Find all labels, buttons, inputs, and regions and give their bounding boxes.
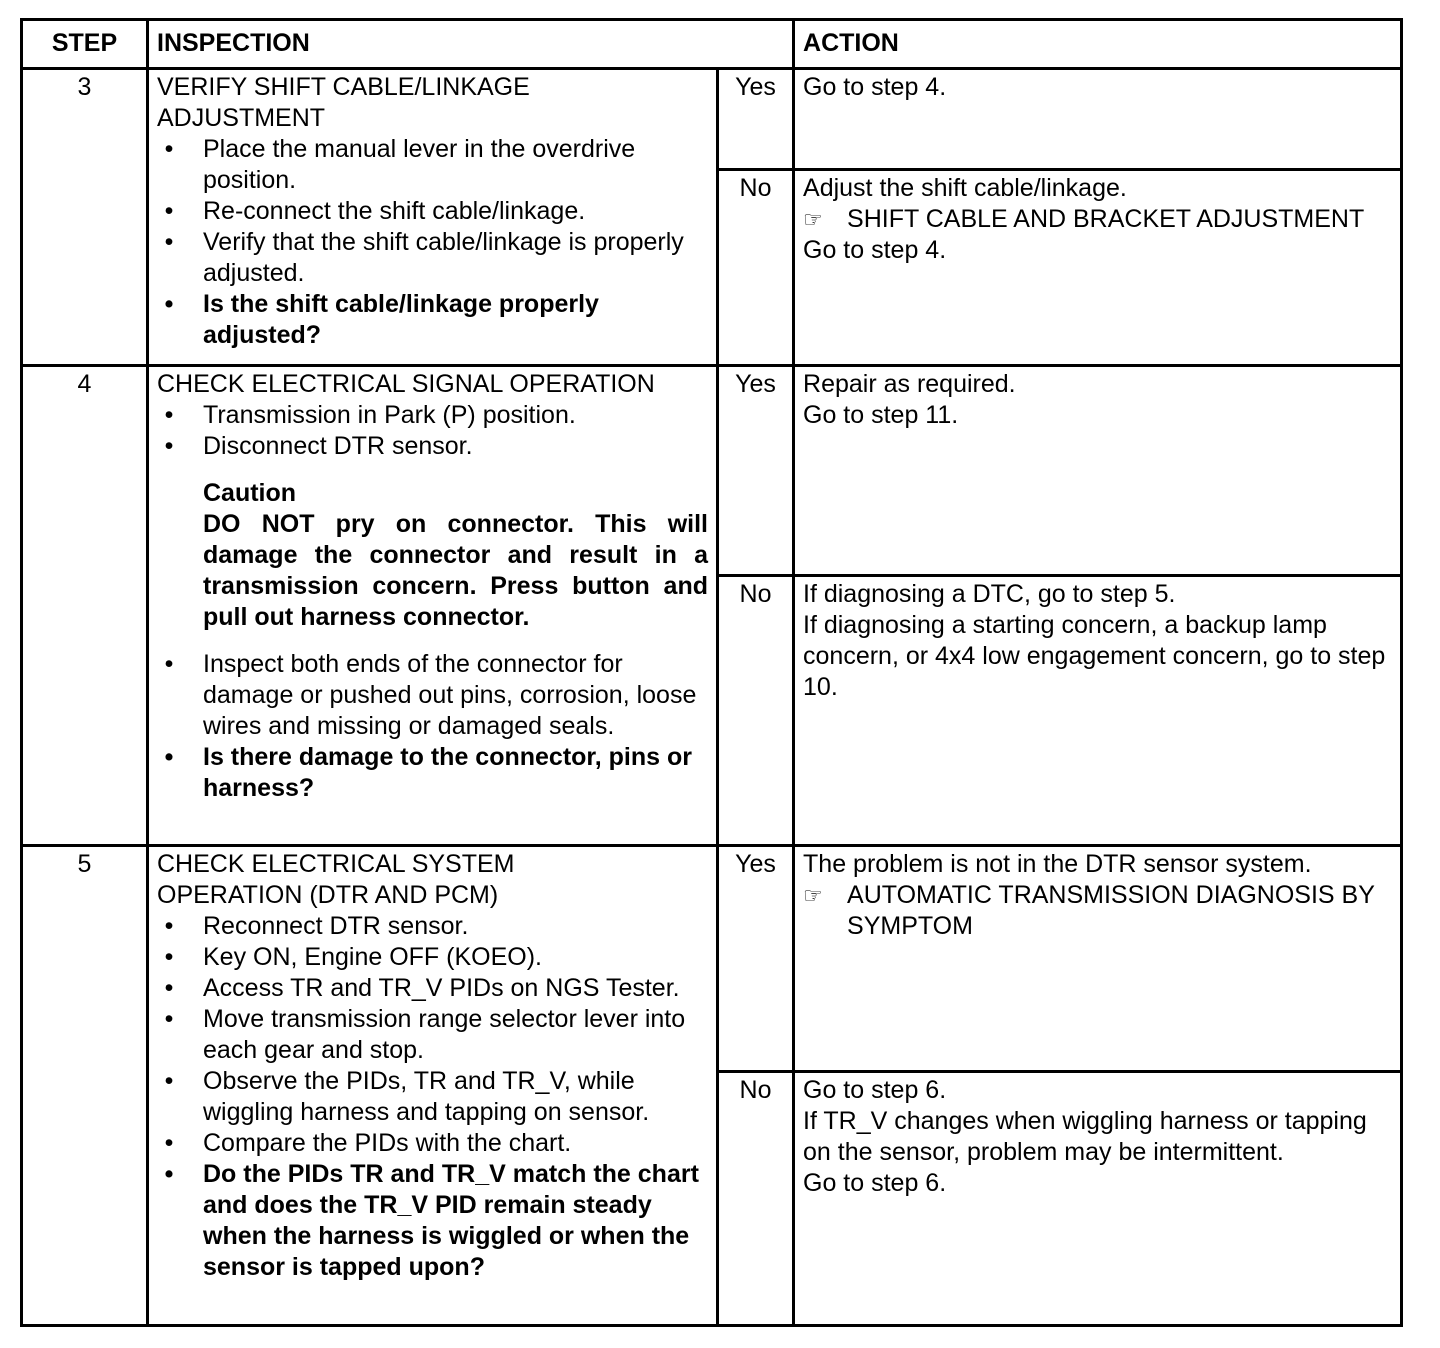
action-text: Go to step 11. [803, 401, 959, 429]
inspection-question [157, 1159, 708, 1283]
caution-text: DO NOT pry on connector. This will damage the connector and result in a transmission concern. Press button and pull out harness connector. [203, 510, 708, 631]
action-text: Go to step 6. [803, 1169, 947, 1197]
action-text: Repair as required. [803, 370, 1016, 398]
inspection-title: CHECK ELECTRICAL SYSTEM [157, 850, 515, 878]
no-action [794, 170, 1402, 366]
table-row [22, 366, 1402, 576]
bullet-icon: • [164, 974, 174, 1002]
list-item [157, 942, 708, 973]
bullet-icon: • [164, 135, 174, 163]
list-item [157, 973, 708, 1004]
list-item [157, 134, 708, 196]
bullet-text: Key ON, Engine OFF (KOEO). [203, 943, 542, 971]
question-text: Is there damage to the connector, pins or harness? [203, 743, 692, 802]
bullet-icon: • [164, 943, 174, 971]
inspection-title: ADJUSTMENT [157, 104, 326, 132]
action-text: Go to step 6. [803, 1076, 947, 1104]
yes-action [794, 366, 1402, 576]
list-item [157, 1128, 708, 1159]
reference-text: AUTOMATIC TRANSMISSION DIAGNOSIS BY SYMPTOM [847, 881, 1375, 940]
bullet-text: Compare the PIDs with the chart. [203, 1129, 572, 1157]
bullet-icon: • [164, 743, 174, 771]
inspection-cell [148, 846, 718, 1326]
inspection-title: OPERATION (DTR AND PCM) [157, 881, 499, 909]
bullet-icon: • [164, 1160, 174, 1188]
no-label: No [718, 576, 794, 846]
inspection-cell [148, 366, 718, 846]
reference-link [803, 204, 1394, 235]
bullet-text: Re-connect the shift cable/linkage. [203, 197, 586, 225]
table-row [22, 846, 1402, 1072]
bullet-text: Disconnect DTR sensor. [203, 432, 473, 460]
header-step: STEP [22, 20, 148, 69]
yes-action [794, 69, 1402, 170]
yes-label: Yes [718, 366, 794, 576]
no-action [794, 576, 1402, 846]
question-text: Do the PIDs TR and TR_V match the chart and does the TR_V PID remain steady when the harness is wiggled or when the sensor is tapped upon? [203, 1160, 699, 1281]
yes-label: Yes [718, 846, 794, 1072]
bullet-icon: • [164, 290, 174, 318]
bullet-icon: • [164, 1067, 174, 1095]
step-number: 4 [22, 366, 148, 846]
reference-link [803, 880, 1394, 942]
pointing-hand-icon: ☞ [803, 883, 823, 908]
list-item [157, 400, 708, 431]
bullet-text: Reconnect DTR sensor. [203, 912, 469, 940]
list-item [157, 911, 708, 942]
list-item [157, 431, 708, 462]
no-label: No [718, 170, 794, 366]
list-item [157, 1004, 708, 1066]
no-label: No [718, 1072, 794, 1326]
yes-action [794, 846, 1402, 1072]
bullet-icon: • [164, 1129, 174, 1157]
action-text: If TR_V changes when wiggling harness or tapping on the sensor, problem may be intermittent. [803, 1107, 1367, 1166]
bullet-text: Place the manual lever in the overdrive position. [203, 135, 636, 194]
bullet-icon: • [164, 228, 174, 256]
no-action [794, 1072, 1402, 1326]
action-text: The problem is not in the DTR sensor system. [803, 850, 1312, 878]
bullet-icon: • [164, 1005, 174, 1033]
bullet-icon: • [164, 432, 174, 460]
bullet-text: Access TR and TR_V PIDs on NGS Tester. [203, 974, 680, 1002]
bullet-icon: • [164, 401, 174, 429]
bullet-text: Transmission in Park (P) position. [203, 401, 576, 429]
inspection-title: VERIFY SHIFT CABLE/LINKAGE [157, 73, 530, 101]
inspection-bullets [157, 134, 708, 351]
inspection-question [157, 289, 708, 351]
bullet-icon: • [164, 650, 174, 678]
yes-label: Yes [718, 69, 794, 170]
table-header-row [22, 20, 1402, 69]
question-text: Is the shift cable/linkage properly adjusted? [203, 290, 599, 349]
action-text: Adjust the shift cable/linkage. [803, 174, 1127, 202]
caution-note [203, 478, 708, 633]
inspection-question [157, 742, 708, 804]
bullet-text: Observe the PIDs, TR and TR_V, while wiggling harness and tapping on sensor. [203, 1067, 650, 1126]
action-text: Go to step 4. [803, 73, 947, 101]
table-row [22, 69, 1402, 170]
inspection-bullets [157, 649, 708, 804]
bullet-icon: • [164, 912, 174, 940]
inspection-bullets [157, 400, 708, 462]
diagnostic-table [20, 18, 1403, 1327]
list-item [157, 196, 708, 227]
action-text: If diagnosing a DTC, go to step 5. [803, 580, 1176, 608]
list-item [157, 227, 708, 289]
header-action: ACTION [794, 20, 1402, 69]
action-text: If diagnosing a starting concern, a backup lamp concern, or 4x4 low engagement concern, go to step 10. [803, 611, 1386, 701]
list-item [157, 1066, 708, 1128]
caution-title: Caution [203, 479, 297, 507]
step-number: 5 [22, 846, 148, 1326]
step-number: 3 [22, 69, 148, 366]
reference-text: SHIFT CABLE AND BRACKET ADJUSTMENT [847, 205, 1365, 233]
inspection-title: CHECK ELECTRICAL SIGNAL OPERATION [157, 370, 655, 398]
bullet-text: Inspect both ends of the connector for damage or pushed out pins, corrosion, loose wires and missing or damaged seals. [203, 650, 697, 740]
header-inspection: INSPECTION [148, 20, 794, 69]
bullet-text: Move transmission range selector lever into each gear and stop. [203, 1005, 686, 1064]
bullet-text: Verify that the shift cable/linkage is properly adjusted. [203, 228, 684, 287]
inspection-cell [148, 69, 718, 366]
pointing-hand-icon: ☞ [803, 207, 823, 232]
action-text: Go to step 4. [803, 236, 947, 264]
inspection-bullets [157, 911, 708, 1283]
list-item [157, 649, 708, 742]
bullet-icon: • [164, 197, 174, 225]
